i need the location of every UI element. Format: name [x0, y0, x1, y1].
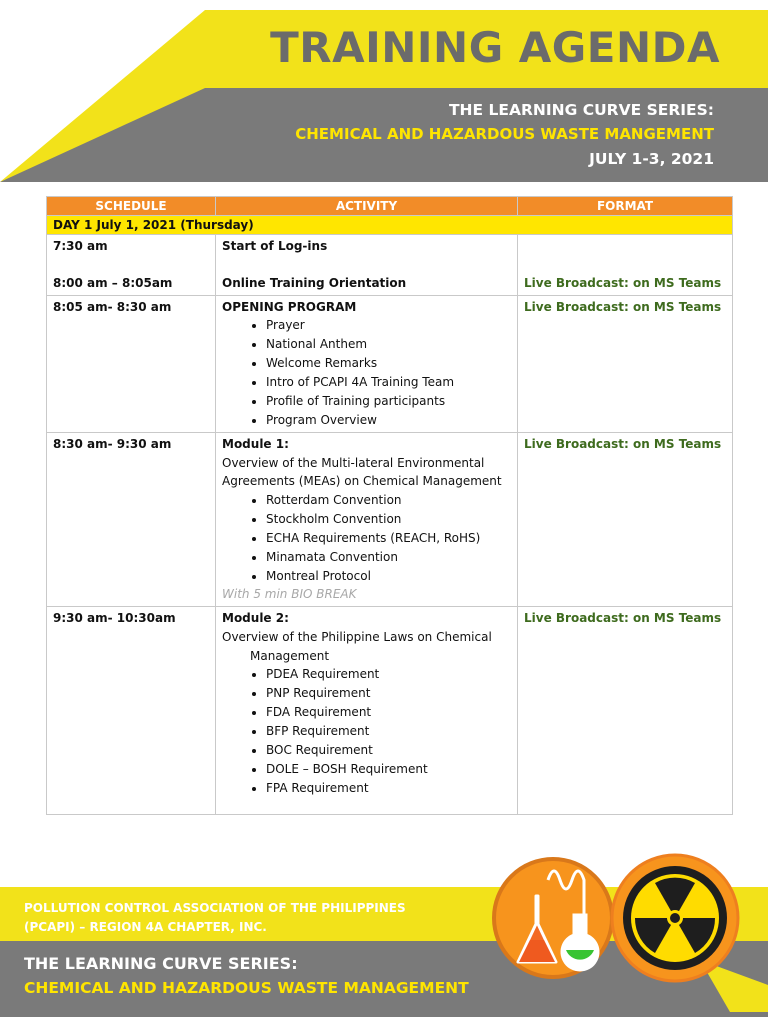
table-row — [47, 432, 733, 606]
list-item: • Minamata Convention — [266, 548, 511, 567]
day-row — [47, 216, 733, 235]
list-item: • National Anthem — [266, 335, 511, 354]
activity-list — [222, 665, 511, 797]
activity-list — [222, 316, 511, 429]
radiation-icon — [612, 855, 738, 981]
activity-list — [222, 491, 511, 586]
format-cell: Live Broadcast: on MS Teams — [524, 276, 722, 290]
list-item: • Stockholm Convention — [266, 510, 511, 529]
table-row — [47, 295, 733, 432]
time-cell: 8:00 am – 8:05am — [53, 275, 173, 290]
col-header-schedule: SCHEDULE — [47, 197, 216, 216]
list-item: • FDA Requirement — [266, 703, 511, 722]
footer-series: THE LEARNING CURVE SERIES: — [24, 954, 298, 973]
activity-title: Module 2: — [222, 611, 289, 626]
activity-title: OPENING PROGRAM — [222, 299, 357, 314]
table-row — [47, 607, 733, 815]
event-dates: JULY 1-3, 2021 — [589, 150, 714, 168]
day-label: DAY 1 July 1, 2021 (Thursday) — [47, 216, 733, 235]
list-item: • Rotterdam Convention — [266, 491, 511, 510]
table-header-row — [47, 197, 733, 216]
format-cell: Live Broadcast: on MS Teams — [518, 432, 733, 606]
series-title: THE LEARNING CURVE SERIES: — [448, 101, 714, 119]
time-cell: 7:30 am — [53, 239, 108, 253]
time-cell: 8:30 am- 9:30 am — [47, 432, 216, 606]
time-cell: 8:05 am- 8:30 am — [47, 295, 216, 432]
activity-title: Module 1: — [222, 436, 289, 451]
time-cell: 9:30 am- 10:30am — [47, 607, 216, 815]
list-item: • PNP Requirement — [266, 684, 511, 703]
format-cell: Live Broadcast: on MS Teams — [518, 295, 733, 432]
table-row — [47, 235, 733, 296]
activity-description: Overview of the Multi-lateral Environmental Agreements (MEAs) on Chemical Management — [222, 455, 502, 489]
org-line-2: (PCAPI) – REGION 4A CHAPTER, INC. — [24, 920, 267, 934]
list-item: • Profile of Training participants — [266, 392, 511, 411]
col-header-format: FORMAT — [518, 197, 733, 216]
page-title: TRAINING AGENDA — [270, 23, 720, 72]
activity-description: Management — [250, 648, 330, 663]
list-item: • ECHA Requirements (REACH, RoHS) — [266, 529, 511, 548]
activity-cell: Start of Log-ins — [222, 239, 328, 253]
topic-title: CHEMICAL AND HAZARDOUS WASTE MANGEMENT — [295, 125, 714, 143]
activity-cell: Online Training Orientation — [222, 275, 407, 290]
list-item: • BOC Requirement — [266, 741, 511, 760]
break-note: With 5 min BIO BREAK — [222, 587, 357, 602]
flask-icon — [494, 859, 612, 977]
list-item: • Intro of PCAPI 4A Training Team — [266, 373, 511, 392]
list-item: • PDEA Requirement — [266, 665, 511, 684]
list-item: • Program Overview — [266, 411, 511, 430]
list-item: • FPA Requirement — [266, 779, 511, 798]
list-item: • Welcome Remarks — [266, 354, 511, 373]
format-cell: Live Broadcast: on MS Teams — [518, 607, 733, 815]
activity-description: Overview of the Philippine Laws on Chemical — [222, 629, 492, 644]
org-line-1: POLLUTION CONTROL ASSOCIATION OF THE PHILIPPINES — [24, 901, 406, 915]
list-item: • Prayer — [266, 316, 511, 335]
list-item: • BFP Requirement — [266, 722, 511, 741]
agenda-table — [46, 196, 733, 815]
col-header-activity: ACTIVITY — [216, 197, 518, 216]
footer-topic: CHEMICAL AND HAZARDOUS WASTE MANAGEMENT — [24, 979, 469, 997]
list-item: • Montreal Protocol — [266, 567, 511, 586]
org-name — [24, 899, 406, 937]
list-item: • DOLE – BOSH Requirement — [266, 760, 511, 779]
